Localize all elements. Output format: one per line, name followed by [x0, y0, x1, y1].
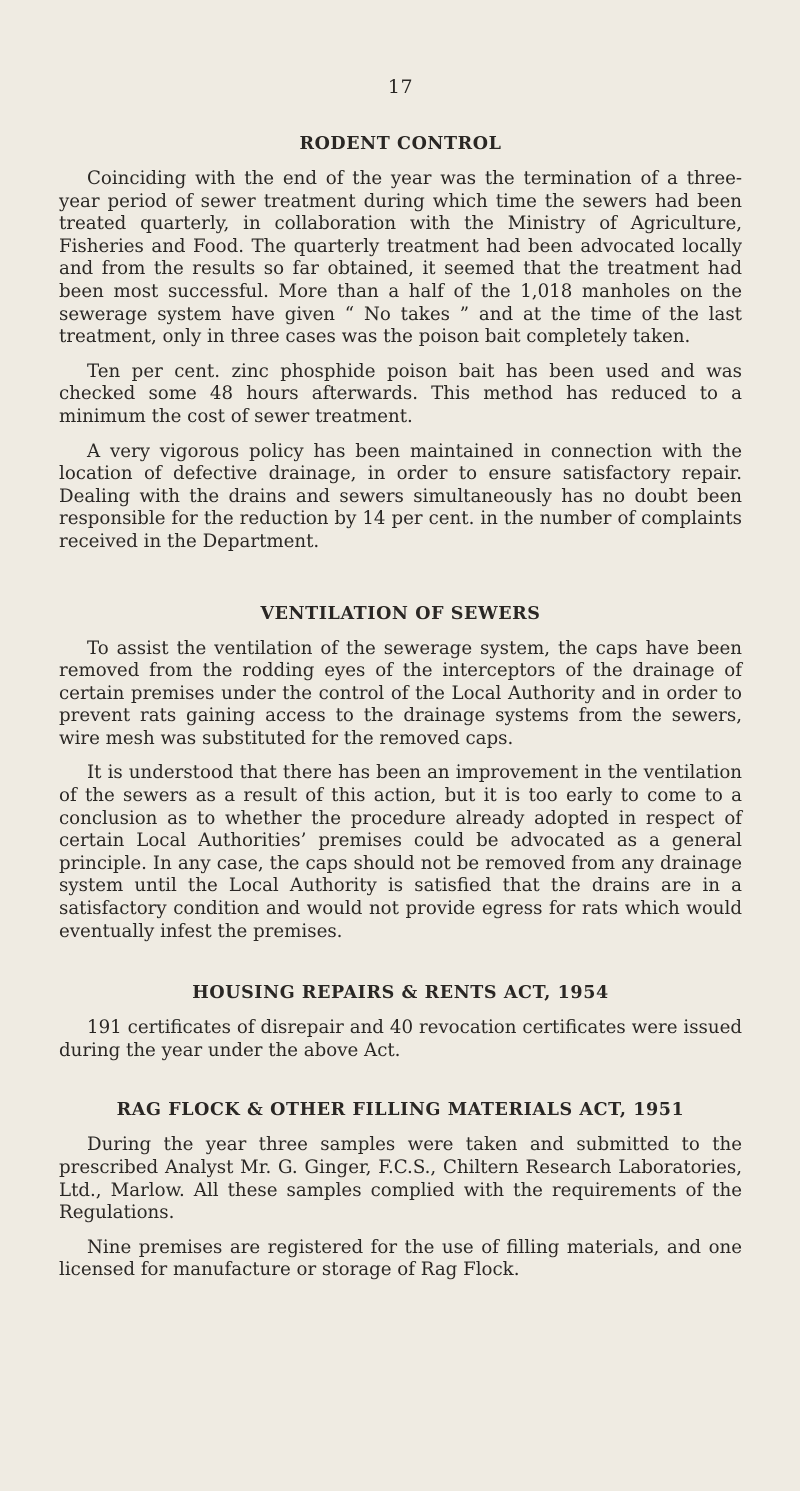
paragraph: Coinciding with the end of the year was the termination of a three-year period of sewer treatment during which time the sewers had been treated quarterly, in collaboration with the Ministry of Agriculture, Fisheries and Food. The quarterly treatment had been advocated locally and from the results so far obtained, it seemed that the treatment had been most successful. More than a half of the 1,018 manholes on the sewerage system have given “ No takes ” and at the time of the last treatment, only in three cases was the poison bait completely taken.	[59, 168, 742, 348]
paragraph: Ten per cent. zinc phosphide poison bait has been used and was checked some 48 hours afterwards. This method has reduced to a minimum the cost of sewer treatment.	[59, 360, 742, 427]
paragraph: A very vigorous policy has been maintained in connection with the location of defective drainage, in order to ensure satisfactory repair. Dealing with the drains and sewers simultaneously has no doubt been responsible for the reduction by 14 per cent. in the number of complaints received in the Department.	[59, 440, 742, 552]
section-heading: HOUSING REPAIRS & RENTS ACT, 1954	[192, 983, 609, 1004]
section-rodent-control	[59, 134, 742, 554]
section-heading: VENTILATION OF SEWERS	[260, 603, 541, 624]
paragraph: Nine premises are registered for the use of filling materials, and one licensed for manufacture or storage of Rag Flock.	[59, 1236, 742, 1281]
section-ventilation-of-sewers	[59, 604, 742, 944]
paragraph: To assist the ventilation of the sewerage system, the caps have been removed from the rodding eyes of the interceptors of the drainage of certain premises under the control of the Local Authority and in order to prevent rats gaining access to the drainage systems from the sewers, wire mesh was substituted for the removed caps.	[59, 637, 742, 749]
page-number: 17	[387, 76, 414, 98]
paragraph: It is understood that there has been an improvement in the ventilation of the sewers as a result of this action, but it is too early to come to a conclusion as to whether the procedure already adopted in respect of certain Local Authorities’ premises could be advocated as a general principle. In any case, the caps should not be removed from any drainage system until the Local Authority is satisfied that the drains are in a satisfactory condition and would not provide egress for rats which would eventually infest the premises.	[59, 762, 742, 942]
paragraph: During the year three samples were taken and submitted to the prescribed Analyst Mr. G. Ginger, F.C.S., Chiltern Research Laboratories, Ltd., Marlow. All these samples complied with the requirements of the Regulations.	[59, 1134, 742, 1224]
section-rag-flock	[59, 1100, 742, 1282]
section-heading: RAG FLOCK & OTHER FILLING MATERIALS ACT, 1951	[116, 1100, 685, 1121]
section-heading: RODENT CONTROL	[299, 134, 502, 154]
paragraph: 191 certificates of disrepair and 40 revocation certificates were issued during the year under the above Act.	[59, 1017, 742, 1061]
section-housing-repairs	[59, 983, 742, 1062]
